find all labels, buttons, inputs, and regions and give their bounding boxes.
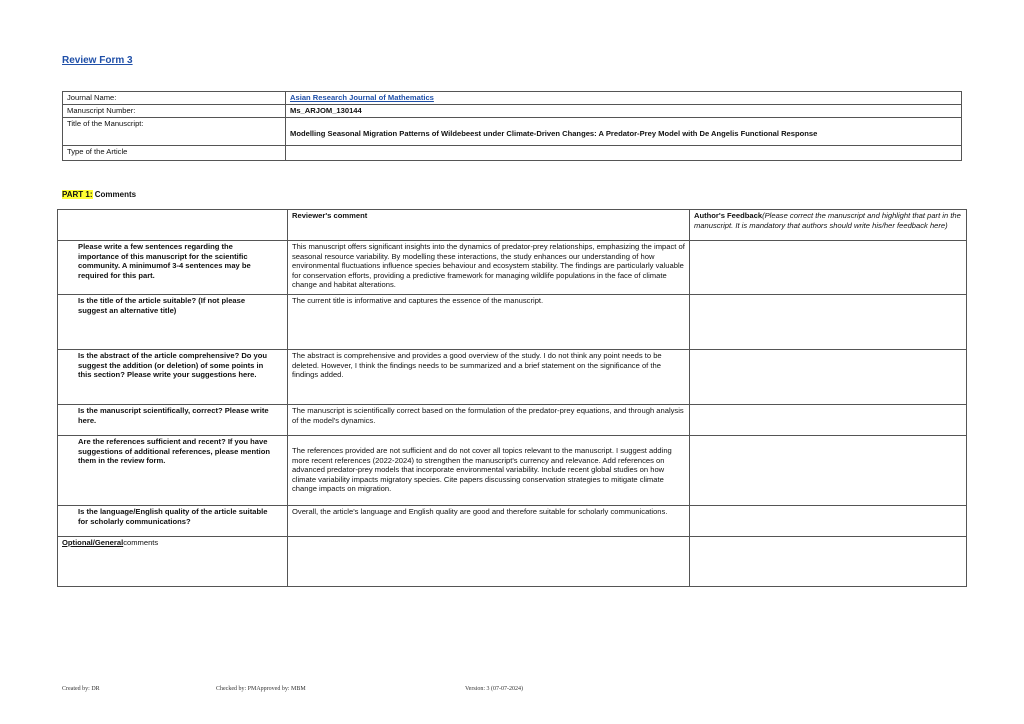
reviewer-comment-cell: The current title is informative and captures the essence of the manuscript.: [288, 295, 690, 350]
author-feedback-title: Author's Feedback: [694, 211, 763, 220]
reviewer-comment-cell: The manuscript is scientifically correct based on the formulation of the predator-prey equations, and through analysis of the model's dynamics.: [288, 405, 690, 436]
question-cell: Is the language/English quality of the article suitable for scholarly communications?: [58, 506, 288, 537]
author-feedback-header: [690, 210, 967, 241]
manuscript-title-value: Modelling Seasonal Migration Patterns of Wildebeest under Climate-Driven Changes: A Predator-Prey Model with De Angelis Functional Response: [286, 118, 962, 146]
manuscript-number-label: Manuscript Number:: [63, 105, 286, 118]
manuscript-number-value: Ms_ARJOM_130144: [286, 105, 962, 118]
author-feedback-cell[interactable]: [690, 506, 967, 537]
footer-version: Version: 3 (07-07-2024): [465, 686, 523, 692]
question-cell: Are the references sufficient and recent? If you have suggestions of additional references, please mention them in the review form.: [58, 436, 288, 506]
empty-header-cell: [58, 210, 288, 241]
reviewer-comment-header: Reviewer's comment: [288, 210, 690, 241]
article-type-label: Type of the Article: [63, 146, 286, 161]
comments-table: [57, 209, 967, 587]
author-feedback-cell[interactable]: [690, 295, 967, 350]
author-feedback-instructions: (Please correct the manuscript and highlight that part in the manuscript. It is mandatory that authors should write his/her feedback here): [694, 211, 961, 230]
question-cell: Is the abstract of the article comprehensive? Do you suggest the addition (or deletion) of some points in this section? Please write your suggestions here.: [58, 350, 288, 405]
form-title: Review Form 3: [62, 55, 133, 66]
author-feedback-cell[interactable]: [690, 436, 967, 506]
footer-created-by: Created by: DR: [62, 686, 100, 692]
optional-reviewer-comment-cell[interactable]: [288, 537, 690, 587]
question-cell: Is the title of the article suitable? (If not please suggest an alternative title): [58, 295, 288, 350]
article-type-value: [286, 146, 962, 161]
part-title: Comments: [92, 190, 137, 199]
optional-comments-label: [58, 537, 288, 587]
author-feedback-cell[interactable]: [690, 405, 967, 436]
optional-general-label: Optional/General: [62, 538, 124, 547]
comments-label: comments: [123, 538, 159, 547]
part-number: PART 1:: [62, 190, 93, 199]
author-feedback-cell[interactable]: [690, 241, 967, 295]
optional-author-feedback-cell[interactable]: [690, 537, 967, 587]
table-row: [58, 405, 967, 436]
author-feedback-cell[interactable]: [690, 350, 967, 405]
reviewer-comment-cell: Overall, the article's language and English quality are good and therefore suitable for scholarly communications.: [288, 506, 690, 537]
question-cell: Is the manuscript scientifically, correct? Please write here.: [58, 405, 288, 436]
table-row: [58, 241, 967, 295]
table-row: [58, 506, 967, 537]
reviewer-comment-cell: The references provided are not sufficient and do not cover all topics relevant to the manuscript. I suggest adding more recent references (2022-2024) to strengthen the manuscript's currency and relevance. Add references on advanced predator-prey models that incorporate environmental variability. Include recent global studies on how climate variability impacts migratory species. Cite papers discussing conservation strategies to mitigate climate change impacts on migration.: [288, 436, 690, 506]
journal-name-link[interactable]: Asian Research Journal of Mathematics: [290, 93, 434, 102]
part-1-heading: [62, 190, 136, 199]
reviewer-comment-cell: This manuscript offers significant insights into the dynamics of predator-prey relationships, emphasizing the impact of seasonal resource variability. By modelling these interactions, the study enhances our understanding of how environmental fluctuations influence species behaviour and ecosystem stability. The findings are particularly valuable for conservation efforts, providing a predictive framework for managing wildlife populations in the face of climate change and habitat alterations.: [288, 241, 690, 295]
table-row: [58, 295, 967, 350]
optional-comments-row: [58, 537, 967, 587]
manuscript-info-table: [62, 91, 962, 161]
manuscript-title-label: Title of the Manuscript:: [63, 118, 286, 146]
journal-name-label: Journal Name:: [63, 92, 286, 105]
table-row: [58, 436, 967, 506]
table-row: [58, 350, 967, 405]
footer-checked-by: Checked by: PMApproved by: MBM: [216, 686, 306, 692]
reviewer-comment-cell: The abstract is comprehensive and provides a good overview of the study. I do not think any point needs to be deleted. However, I think the findings needs to be summarized and a brief statement on the significance of the findings added.: [288, 350, 690, 405]
question-cell: Please write a few sentences regarding the importance of this manuscript for the scientific community. A minimumof 3-4 sentences may be required for this part.: [58, 241, 288, 295]
